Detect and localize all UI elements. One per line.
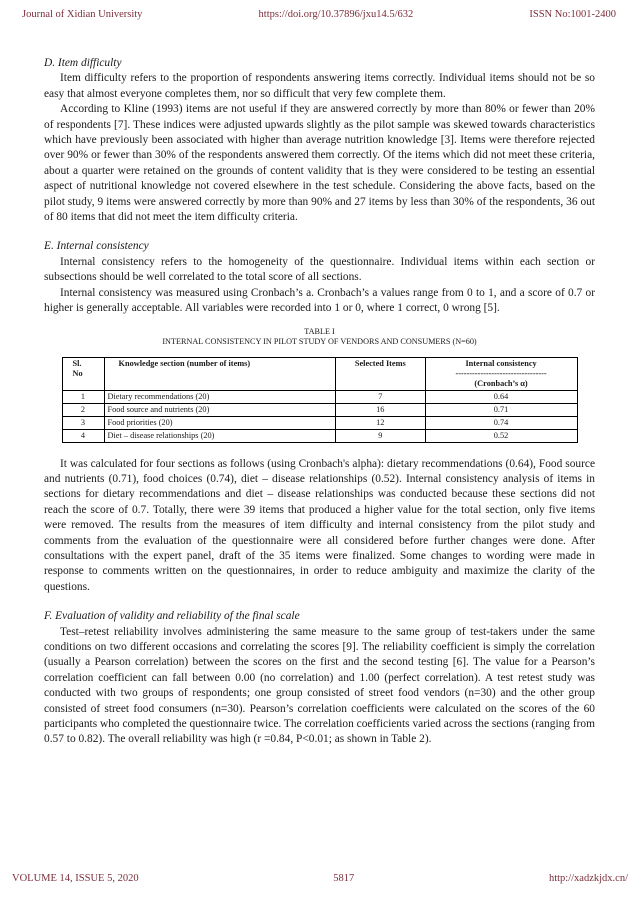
- cell-no: 3: [62, 416, 104, 429]
- cell-section: Diet – disease relationships (20): [104, 429, 336, 442]
- cell-alpha: 0.52: [425, 429, 577, 442]
- table-row: [62, 390, 577, 403]
- table-caption: [44, 327, 595, 348]
- doi-link[interactable]: https://doi.org/10.37896/jxu14.5/632: [258, 9, 414, 20]
- page-body: [44, 56, 595, 748]
- cell-alpha: 0.71: [425, 403, 577, 416]
- table-header-row: [62, 357, 577, 390]
- table-row: [62, 403, 577, 416]
- col-header-no: [62, 357, 104, 390]
- cell-section: Food source and nutrients (20): [104, 403, 336, 416]
- table-label: TABLE I: [304, 326, 335, 336]
- col-header-alpha-rule: ---------------------------------: [455, 368, 547, 378]
- cell-section: Dietary recommendations (20): [104, 390, 336, 403]
- paragraph: According to Kline (1993) items are not useful if they are answered correctly by more than 80% or fewer than 20% of respondents [7]. These indices were adjusted upwards slightly as the pilot sample was skewed towards characteristics which have previously been associated with higher than average nutrition knowledge [3]. Items were therefore rejected over 90% or fewer than 30% of the respondents answered them correctly. Of the items which did not meet these criteria, about a quarter were retained on the grounds of content validity that is they were considered to be testing an essential aspect of nutritional knowledge not covered elsewhere in the test schedule. Considering the above facts, based on the pilot study, 9 items were answered correctly by more than 90% and 27 items by less than 30% of the respondents, 36 out of 80 items that did not meet the item difficulty criteria.: [44, 103, 595, 224]
- cell-section: Food priorities (20): [104, 416, 336, 429]
- cell-alpha: 0.74: [425, 416, 577, 429]
- paragraph: Internal consistency refers to the homogeneity of the questionnaire. Individual items within each section or subsections should be well correlated to the total score of all sections.: [44, 255, 595, 284]
- journal-name: Journal of Xidian University: [22, 9, 143, 20]
- paragraph: Internal consistency was measured using Cronbach’s a. Cronbach’s a values range from 0 to 1, and a score of 0.7 or higher is generally acceptable. All variables were recorded into 1 or 0, where 1 correct, 0 wrong [5].: [44, 286, 595, 315]
- heading-validity-reliability: F. Evaluation of validity and reliability of the final scale: [44, 610, 300, 623]
- table-row: [62, 429, 577, 442]
- cell-no: 4: [62, 429, 104, 442]
- table-title: INTERNAL CONSISTENCY IN PILOT STUDY OF VENDORS AND CONSUMERS (N=60): [162, 337, 477, 346]
- col-header-alpha-sub: (Cronbach’s α): [474, 378, 528, 388]
- paragraph: Test–retest reliability involves administering the same measure to the same group of test-takers under the same conditions on two different occasions and correlating the scores [9]. The reliability coefficient is simply the correlation (usually a Pearson correlation) between the scores on the first and the second testing [6]. The value for a Pearson’s correlation coefficient can fall between 0.00 (no correlation) and 1.00 (perfect correlation). A test retest study was conducted with two groups of respondents; one group consisted of street food vendors (n=30) and the other group consisted of street food consumers (n=30). Pearson’s correlation coefficients were calculated on the scores of the 60 participants who completed the questionnaire twice. The correlation coefficients varied across the sections (ranging from 0.57 to 0.82). The overall reliability was high (r =0.84, P<0.01; as shown in Table 2).: [44, 625, 595, 746]
- col-header-alpha-title: Internal consistency: [465, 358, 537, 368]
- col-header-sl: Sl.: [72, 358, 82, 368]
- volume-issue: VOLUME 14, ISSUE 5, 2020: [12, 873, 139, 884]
- cell-items: 16: [336, 403, 426, 416]
- col-header-no-text: No: [72, 368, 83, 378]
- cell-items: 7: [336, 390, 426, 403]
- journal-url[interactable]: http://xadzkjdx.cn/: [548, 873, 628, 884]
- heading-item-difficulty: D. Item difficulty: [44, 57, 122, 69]
- col-header-alpha: [425, 357, 577, 390]
- table-row: [62, 416, 577, 429]
- paragraph: Item difficulty refers to the proportion of respondents answering items correctly. Individual items should not be so easy that almost everyone completes them, nor so difficult that very few complete them.: [44, 72, 595, 100]
- heading-internal-consistency: E. Internal consistency: [44, 240, 149, 253]
- cell-items: 12: [336, 416, 426, 429]
- cell-alpha: 0.64: [425, 390, 577, 403]
- paragraph: It was calculated for four sections as follows (using Cronbach's alpha): dietary recommendations (0.64), Food source and nutrients (0.71), food choices (0.74), diet – disease relationships (0.52). Internal consistency analysis of items in sections for dietary recommendations and diet – disease relationships was conducted because these sections did not reach the score of 0.7. Totally, there were 39 items that produced a higher value for the total section, only five items were removed. The results from the measures of item difficulty and internal consistency from the pilot study and comments from the evaluation of the questionnaire were all considered before further changes were done. After consultations with the expert panel, draft of the 35 items were finalized. Some changes to wording were made in response to comments written on the questionnaires, in order to reduce ambiguity and maximize the clarity of the questions.: [44, 457, 595, 593]
- issn: ISSN No:1001-2400: [529, 9, 616, 20]
- cell-no: 1: [62, 390, 104, 403]
- cell-items: 9: [336, 429, 426, 442]
- running-footer: [12, 873, 628, 889]
- page-number: 5817: [333, 873, 355, 884]
- cell-no: 2: [62, 403, 104, 416]
- col-header-items: Selected Items: [336, 357, 426, 390]
- col-header-section: Knowledge section (number of items): [104, 357, 336, 390]
- internal-consistency-table: [62, 357, 578, 443]
- running-header: [22, 9, 616, 25]
